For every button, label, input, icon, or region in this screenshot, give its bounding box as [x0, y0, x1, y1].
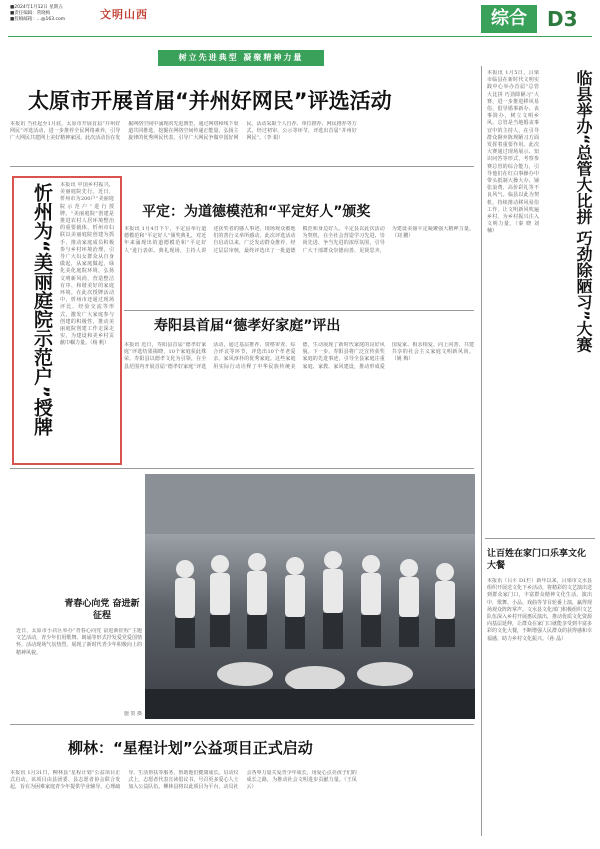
header-rule — [8, 36, 592, 37]
left-feature-body: 本报讯 中国乡村振兴，美丽庭院先行。近日，忻州市为200户“美丽庭院示范户”进行授牌。“美丽庭院”创建是推进农村人居环境整治的重要载体，忻州市妇联以美丽庭院创建为抓手，推动家庭成员积极参与乡村环境治理，引导广大妇女群众从自身做起，从家庭做起，绿化美化庭院环境，弘扬文明新风尚，营造整洁有序、和谐美好的家庭环境。在此次授牌活动中，忻州市还通过现场评比、经验交流等形式，激发广大家庭参与创建的积极性，推动美丽庭院创建工作走深走实，为建设和美乡村贡献巾帼力量。（杨 帆） — [60, 182, 114, 347]
column-logo: 文明山西 — [100, 8, 148, 21]
column-rule — [481, 66, 482, 836]
pingding-body: 本报讯 1月4日下午，平定县举行道德模范和“平定好人”颁奖典礼，对近年来涌现出的道德模范和“平定好人”进行表彰。典礼现场，主持人讲述获奖者的感人事迹，现场观众被他们的善行义举所感动。此次评选活动自启动以来，广泛发动群众推荐，经过层层审核，最终评选出了一批道德模范和身边好人。平定县以此次活动为契机，在全社会营造学习先进、崇尚先进、争当先进的浓厚氛围，引导广大干部群众崇德向善、见贤思齐，为建设美丽平定凝聚强大精神力量。（刘 鹏） — [124, 226, 474, 254]
photo-caption-body: 近日，太原市小店区举办“青春心向党 奋进新征程”主题文艺活动，青少年们用歌舞、朗诵等形式抒发爱党爱国情怀。活动现场气氛热烈，展现了新时代青少年积极向上的精神风貌。 — [16, 628, 142, 656]
section-label: 综合 — [481, 5, 537, 33]
issue-date: ■2024年1月12日 星期五 — [10, 5, 63, 10]
photo-caption-title: 青春心向党 奋进新征程 — [64, 599, 140, 621]
divider — [124, 310, 474, 311]
liulin-body: 本报讯 1月31日，柳林县“星程计划”公益项目正式启动。该项目由县团委、县志愿者协会联合发起，旨在为困难家庭青少年提供学业辅导、心理疏导、生活帮扶等服务，帮助他们健康成长。启动仪式上，志愿者代表宣读倡议书，号召更多爱心人士加入公益队伍。柳林县将以此项目为平台，动员社会各界力量关爱青少年成长，用爱心点亮孩子们的成长之路，为推动社会文明进步贡献力量。（王凤云） — [10, 770, 357, 791]
divider — [485, 538, 595, 539]
divider — [10, 724, 474, 725]
page-number: D3 — [547, 7, 578, 31]
wenzhong-headline: 让百姓在家门口乐享文化大餐 — [487, 549, 587, 571]
divider — [10, 468, 474, 469]
news-photo — [145, 474, 475, 719]
performers-illustration — [145, 474, 475, 719]
right-feature-title: 临县举办“总管大比拼 巧劲除陋习”大赛 — [574, 70, 593, 353]
divider — [10, 166, 474, 167]
shouyang-body: 本报讯 近日，寿阳县首届“德孝好家庭”评选结果揭晓，10个家庭获此殊荣。寿阳县以德孝文化为引领，在全县范围内开展首届“德孝好家庭”评选活动，通过基层推荐、资格审查、综合评议等环节，评选出10个孝老爱亲、家风淳朴的优秀家庭。这些家庭用实际行动诠释了中华民族传统美德，生动展现了新时代家庭的良好风貌。下一步，寿阳县将广泛宣传获奖家庭的先进事迹，引导全县家庭注重家庭、家教、家风建设，推动形成爱国爱家、相亲相爱、向上向善、共建共享的社会主义家庭文明新风尚。（姚 梅） — [124, 342, 474, 370]
left-feature-title: 忻州为“美丽庭院示范户”授牌 — [31, 183, 53, 436]
email-line: ■投稿邮箱：...@163.com — [10, 17, 66, 22]
liulin-headline: 柳林：“星程计划”公益项目正式启动 — [68, 739, 313, 757]
masthead-meta — [10, 5, 95, 23]
editor-line: ■责任编辑：常晓梅 — [10, 11, 51, 16]
pingding-headline: 平定：为道德模范和“平定好人”颁奖 — [142, 204, 371, 220]
shouyang-headline: 寿阳县首届“德孝好家庭”评出 — [154, 318, 341, 334]
main-story-body: 本报讯 当社起至1月底，太原市开展首届“并州好网民”评选活动，进一步推荐全民网络素养，引导广大网民共建网上美好精神家园。此次活动旨在发掘网络空间中涌现的先进典型，通过网络和线下渠道共同推选，挖掘在网络空间传递正能量、弘扬主旋律的优秀网民代表，引导广大网民争做中国好网民。活动采取个人自荐、单位推荐、网民推荐等方式，经过初审、公示等环节，评选出首届“并州好网民”。（李 娟） — [10, 121, 357, 142]
theme-banner: 树立先进典型 凝聚精神力量 — [158, 50, 324, 66]
main-headline: 太原市开展首届“并州好网民”评选活动 — [28, 89, 392, 113]
right-feature-body: 本报讯 1月5日，吕梁市临县在新时代文明实践中心举办首届“总管大比拼 巧劲除陋习”大赛，进一步推进移风易俗，倡导婚事新办、丧事简办，树立文明乡风。总管是当地婚丧事宜中的主持人，在引导群众摒弃陈规陋习方面发挥着重要作用。此次大赛通过现场展示、知识问答等形式，考察参赛总管的综合能力，引导他们在红白事操办中带头抵制大操大办、铺张浪费、高价彩礼等不良风气。临县以此为契机，持续推动移风易俗工作，让文明新风吹遍乡村，为乡村振兴注入文明力量。（秦 晓 刘 楠） — [487, 70, 539, 235]
wenzhong-body: 本报讯（吕平 D1栏）新年以来，吕梁市文水县组织开展送文化下乡活动，将精彩的文艺演出送到群众家门口，丰富群众精神文化生活。演出中，歌舞、小品、戏曲等节目轮番上演，赢得现场观众阵阵掌声。文水县文化部门积极组织文艺队伍深入乡村开展惠民演出，推动优质文化资源向基层延伸，让群众在家门口就能享受到丰富多彩的文化大餐，不断增强人民群众的获得感和幸福感，助力乡村文化振兴。（孙 晶） — [487, 578, 592, 642]
photo-credit: 施 贺 摄 — [123, 711, 142, 717]
